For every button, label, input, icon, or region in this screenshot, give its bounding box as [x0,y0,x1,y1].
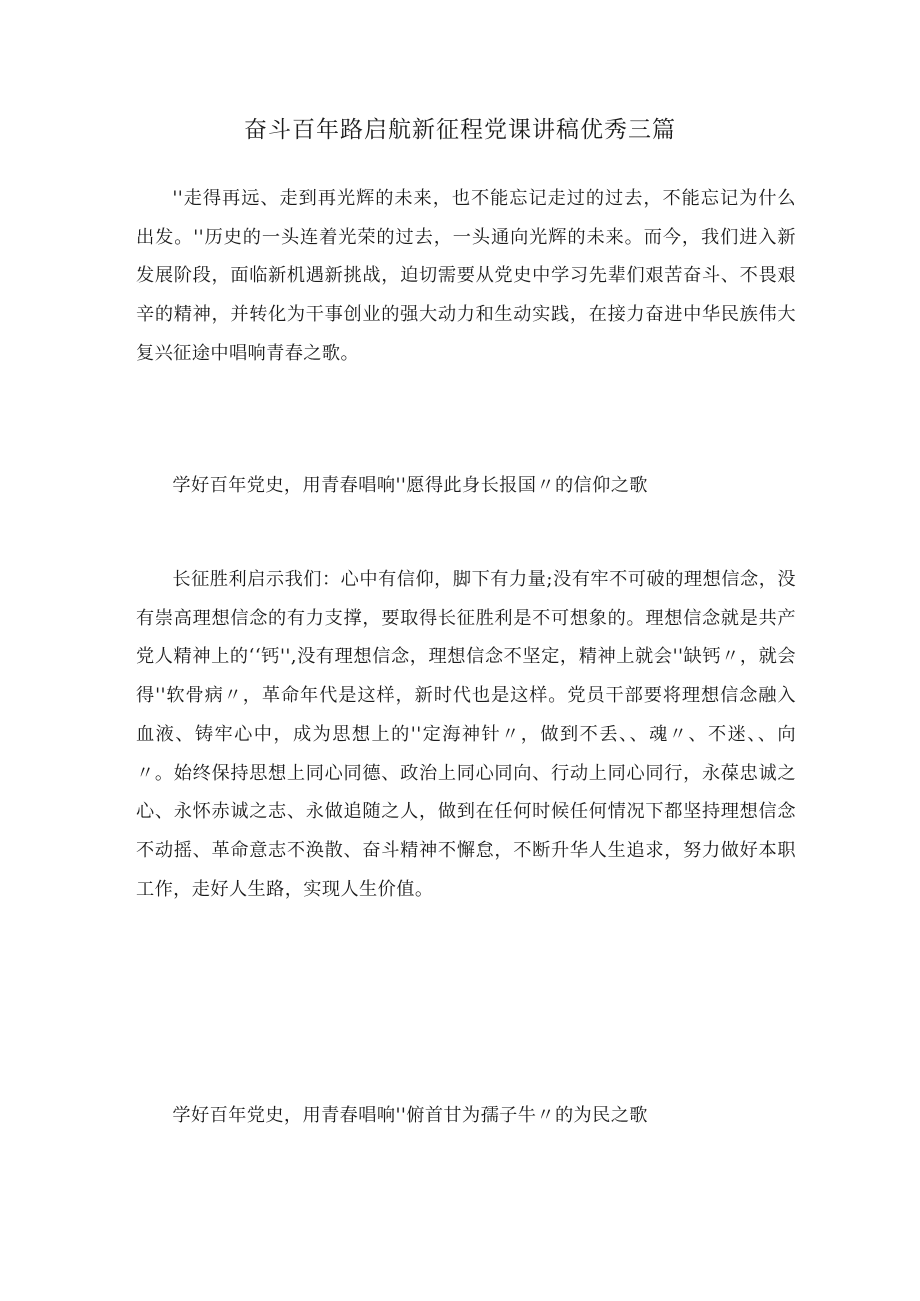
body-paragraph-long-march: 长征胜利启示我们：心中有信仰，脚下有力量;没有牢不可破的理想信念，没有崇高理想信念的有力支撑，要取得长征胜利是不可想象的。理想信念就是共产党人精神上的‘‘钙'',没有理想信念，理想信念不坚定，精神上就会''缺钙〃，就会得''软骨病〃，革命年代是这样，新时代也是这样。党员干部要将理想信念融入血液、铸牢心中，成为思想上的''定海神针〃，做到不丢、、魂〃、不迷、、向〃。始终保持思想上同心同德、政治上同心同向、行动上同心同行，永葆忠诚之心、永怀赤诚之志、永做追随之人，做到在任何时候任何情况下都坚持理想信念不动摇、革命意志不涣散、奋斗精神不懈怠，不断升华人生追求，努力做好本职工作，走好人生路，实现人生价值。 [136,569,796,900]
document-title: 奋斗百年路启航新征程党课讲稿优秀三篇 [244,117,676,143]
section-heading-people: 学好百年党史，用青春唱响''俯首甘为孺子牛〃的为民之歌 [172,1105,648,1126]
intro-paragraph: ''走得再远、走到再光辉的未来，也不能忘记走过的过去，不能忘记为什么出发。''历史的一头连着光荣的过去，一头通向光辉的未来。而今，我们进入新发展阶段，面临新机遇新挑战，迫切需要从党史中学习先辈们艰苦奋斗、不畏艰辛的精神，并转化为干事创业的强大动力和生动实践，在接力奋进中华民族伟大复兴征途中唱响青春之歌。 [136,188,796,364]
section-heading-faith: 学好百年党史，用青春唱响''愿得此身长报国〃的信仰之歌 [172,475,648,496]
